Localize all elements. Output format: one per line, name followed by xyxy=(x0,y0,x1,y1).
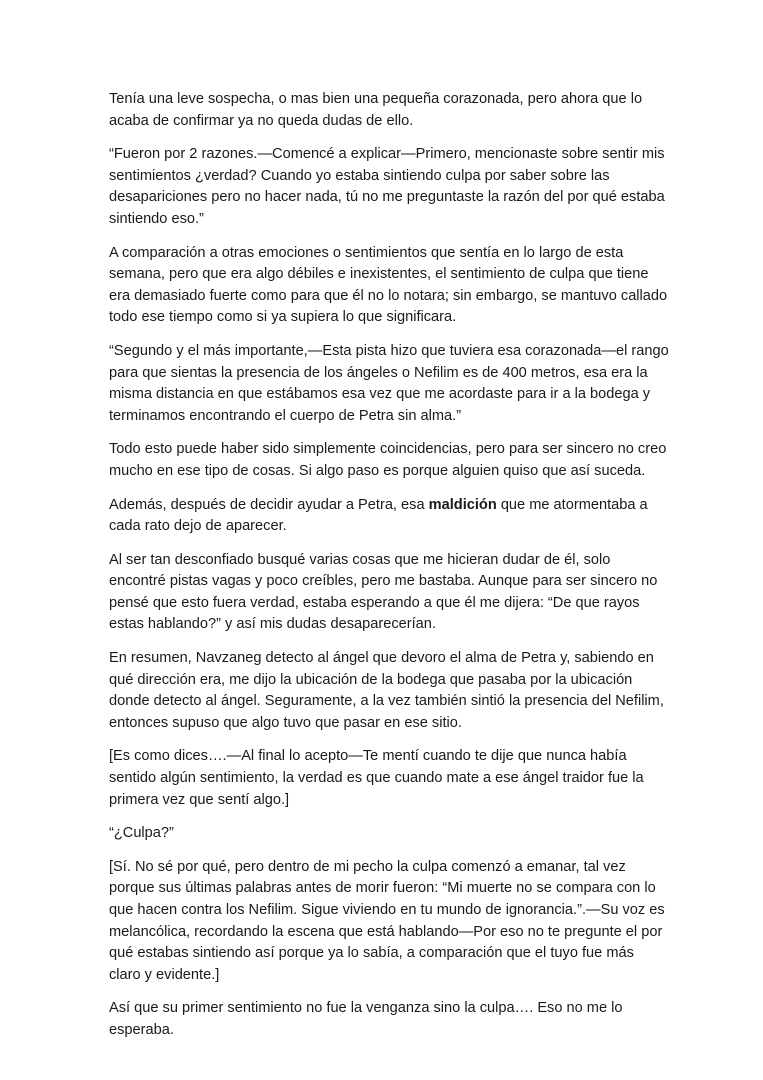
paragraph-10: “¿Culpa?” xyxy=(109,825,174,842)
paragraph-1: Tenía una leve sospecha, o mas bien una pequeña corazonada, pero ahora que lo acaba de confirmar ya no queda dudas de ello. xyxy=(109,91,643,129)
paragraph-6-text-after: que me atormentaba a cada rato dejo de aparecer. xyxy=(109,496,648,535)
paragraph-5: Todo esto puede haber sido simplemente coincidencias, pero para ser sincero no creo mucho en ese tipo de cosas. Si algo paso es porque alguien quiso que así suceda. xyxy=(109,441,667,479)
paragraph-4: “Segundo y el más importante,—Esta pista hizo que tuviera esa corazonada—el rango para que sientas la presencia de los ángeles o Nefilim es de 400 metros, esa era la misma distancia en que estábamos esa vez que me acordaste para ir a la bodega y terminamos encontrando el cuerpo de Petra sin alma.” xyxy=(109,342,669,424)
paragraph-9: [Es como dices….—Al final lo acepto—Te mentí cuando te dije que nunca había sentido algún sentimiento, la verdad es que cuando mate a ese ángel traidor fue la primera vez que sentí algo.] xyxy=(109,748,644,808)
paragraph-3: A comparación a otras emociones o sentimientos que sentía en lo largo de esta semana, pero que era algo débiles e inexistentes, el sentimiento de culpa que tiene era demasiado fuerte como para que él no lo notara; sin embargo, se mantuvo callado todo ese tiempo como si ya supiera lo que significara. xyxy=(109,244,668,326)
paragraph-2: “Fueron por 2 razones.—Comencé a explicar—Primero, mencionaste sobre sentir mis sentimientos ¿verdad? Cuando yo estaba sintiendo culpa por saber sobre las desapariciones pero no hacer nada, tú no me preguntaste la razón del por qué estaba sintiendo eso.” xyxy=(109,146,665,227)
paragraph-6 xyxy=(109,495,669,538)
paragraph-11: [Sí. No sé por qué, pero dentro de mi pecho la culpa comenzó a emanar, tal vez porque sus últimas palabras antes de morir fueron: “Mi muerte no se compara con lo que hacen contra los Nefilim. Sigue viviendo en tu mundo de ignorancia.”.—Su voz es melancólica, recordando la escena que está hablando—Por eso no te pregunte el por qué estabas sintiendo así porque ya lo sabía, a comparación que el tuyo fue más claro y evidente.] xyxy=(109,858,665,983)
bold-word: maldición xyxy=(428,496,497,513)
paragraph-7: Al ser tan desconfiado busqué varias cosas que me hicieran dudar de él, solo encontré pistas vagas y poco creíbles, pero me bastaba. Aunque para ser sincero no pensé que esto fuera verdad, estaba esperando a que él me dijera: “De que rayos estas hablando?” y así mis dudas desaparecerían. xyxy=(109,551,658,633)
paragraph-12: Así que su primer sentimiento no fue la venganza sino la culpa…. Eso no me lo esperaba. xyxy=(109,1000,623,1038)
paragraph-8: En resumen, Navzaneg detecto al ángel que devoro el alma de Petra y, sabiendo en qué dirección era, me dijo la ubicación de la bodega que pasaba por la ubicación donde detecto al ángel. Seguramente, a la vez también sintió la presencia del Nefilim, entonces supuso que algo tuvo que pasar en ese sitio. xyxy=(109,650,664,731)
paragraph-6-text-before: Además, después de decidir ayudar a Petra, esa xyxy=(109,496,429,513)
